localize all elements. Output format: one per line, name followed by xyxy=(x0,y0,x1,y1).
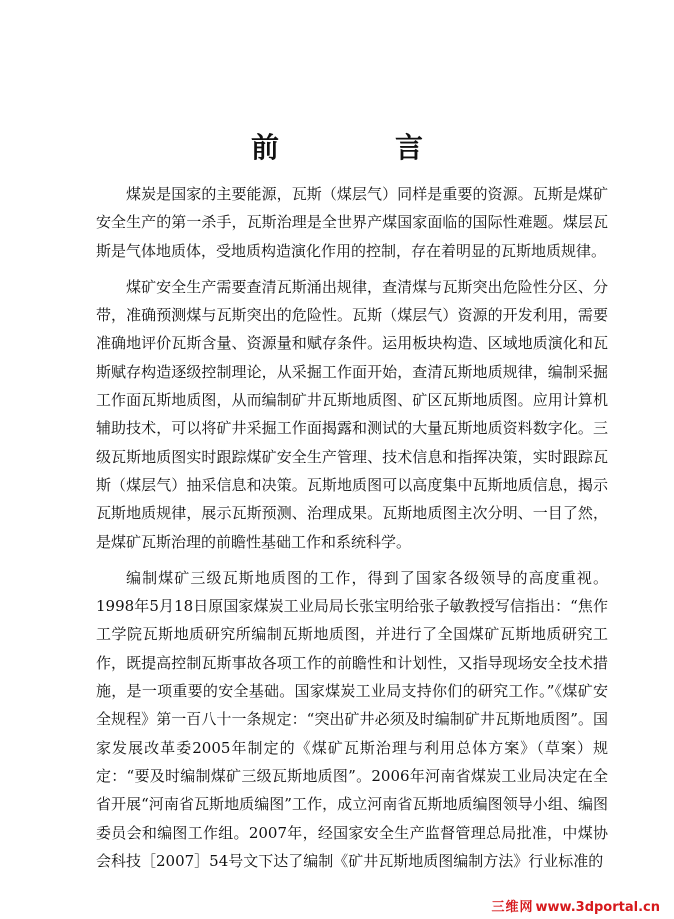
paragraph-1: 煤炭是国家的主要能源，瓦斯（煤层气）同样是重要的资源。瓦斯是煤矿安全生产的第一杀手，瓦斯治理是全世界产煤国家面临的国际性难题。煤层瓦斯是气体地质体，受地质构造演化作用的控制，存在着明显的瓦斯地质规律。 xyxy=(96,185,608,260)
site-watermark xyxy=(492,896,661,915)
watermark-brand: 三维网 xyxy=(491,900,534,915)
watermark-url: www.3dportal.cn xyxy=(535,900,660,915)
paragraph-2: 煤矿安全生产需要查清瓦斯涌出规律，查清煤与瓦斯突出危险性分区、分带，准确预测煤与瓦斯突出的危险性。瓦斯（煤层气）资源的开发利用，需要准确地评价瓦斯含量、资源量和赋存条件。运用板块构造、区域地质演化和瓦斯赋存构造逐级控制理论，从采掘工作面开始，查清瓦斯地质规律，编制采掘工作面瓦斯地质图，从而编制矿井瓦斯地质图、矿区瓦斯地质图。应用计算机辅助技术，可以将矿井采掘工作面揭露和测试的大量瓦斯地质资料数字化。三级瓦斯地质图实时跟踪煤矿安全生产管理、技术信息和指挥决策，实时跟踪瓦斯（煤层气）抽采信息和决策。瓦斯地质图可以高度集中瓦斯地质信息，揭示瓦斯地质规律，展示瓦斯预测、治理成果。瓦斯地质图主次分明、一目了然，是煤矿瓦斯治理的前瞻性基础工作和系统科学。 xyxy=(96,277,608,551)
paragraph-3: 编制煤矿三级瓦斯地质图的工作，得到了国家各级领导的高度重视。1998年5月18日原国家煤炭工业局局长张宝明给张子敏教授写信指出：“焦作工学院瓦斯地质研究所编制瓦斯地质图，并进行了全国煤矿瓦斯地质研究工作，既提高控制瓦斯事故各项工作的前瞻性和计划性，又指导现场安全技术措施，是一项重要的安全基础。国家煤炭工业局支持你们的研究工作。”《煤矿安全规程》第一百八十一条规定：“突出矿井必须及时编制矿井瓦斯地质图”。国家发展改革委2005年制定的《煤矿瓦斯治理与利用总体方案》（草案）规定：“要及时编制煤矿三级瓦斯地质图”。2006年河南省煤炭工业局决定在全省开展“河南省瓦斯地质编图”工作，成立河南省瓦斯地质编图领导小组、编图委员会和编图工作组。2007年，经国家安全生产监督管理总局批准，中煤协会科技［2007］54号文下达了编制《矿井瓦斯地质图编制方法》行业标准的 xyxy=(96,568,608,870)
page-title: 前 言 xyxy=(250,130,467,164)
body-text xyxy=(96,180,608,883)
